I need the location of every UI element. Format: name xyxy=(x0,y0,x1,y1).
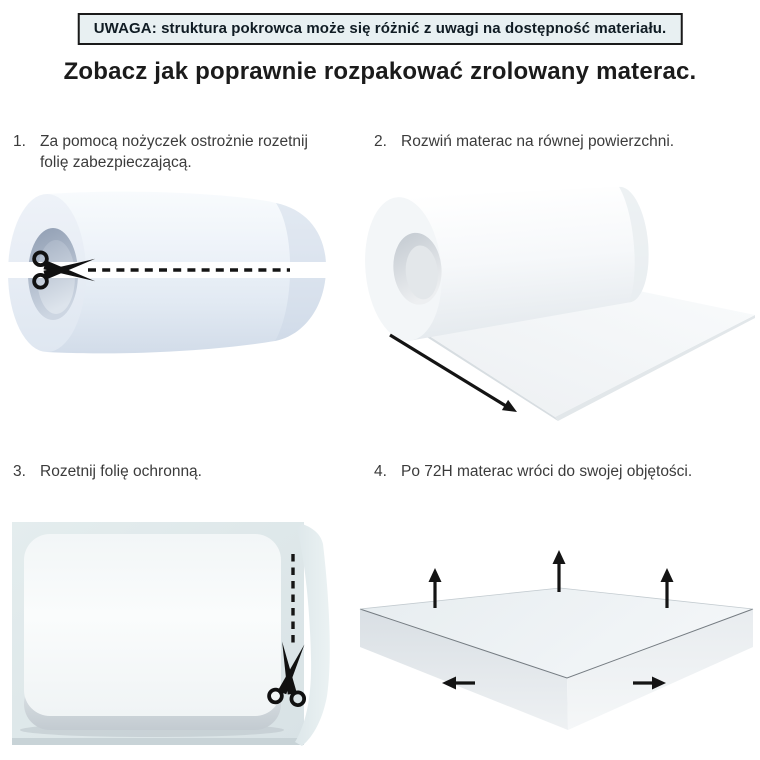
step-1-label xyxy=(13,131,333,173)
step-3-label xyxy=(13,461,333,482)
step-1-number: 1. xyxy=(13,133,26,150)
step-4-text: Po 72H materac wróci do swojej objętości. xyxy=(401,463,693,480)
notice-banner xyxy=(78,13,683,45)
step-1-illustration xyxy=(4,188,334,403)
step-1-text: Za pomocą nożyczek ostrożnie rozetnij folię zabezpieczającą. xyxy=(40,133,308,171)
step-2-label xyxy=(374,131,754,152)
expansion-arrow-up-center xyxy=(553,550,566,592)
step-4-label xyxy=(374,461,760,482)
notice-text: UWAGA: struktura pokrowca może się różnić z uwagi na dostępność materiału. xyxy=(93,20,667,37)
flat-mattress xyxy=(20,534,284,737)
step-2-illustration xyxy=(362,166,758,432)
step-2-text: Rozwiń materac na równej powierzchni. xyxy=(401,133,675,150)
step-3-number: 3. xyxy=(13,463,26,480)
step-3-text: Rozetnij folię ochronną. xyxy=(40,463,202,480)
step-2-number: 2. xyxy=(374,133,387,150)
step-4-illustration xyxy=(358,512,760,760)
page-title: Zobacz jak poprawnie rozpakować zrolowany materac. xyxy=(63,58,697,85)
mattress-slab xyxy=(360,588,753,730)
step-4-number: 4. xyxy=(374,463,387,480)
step-3-illustration xyxy=(8,518,344,760)
